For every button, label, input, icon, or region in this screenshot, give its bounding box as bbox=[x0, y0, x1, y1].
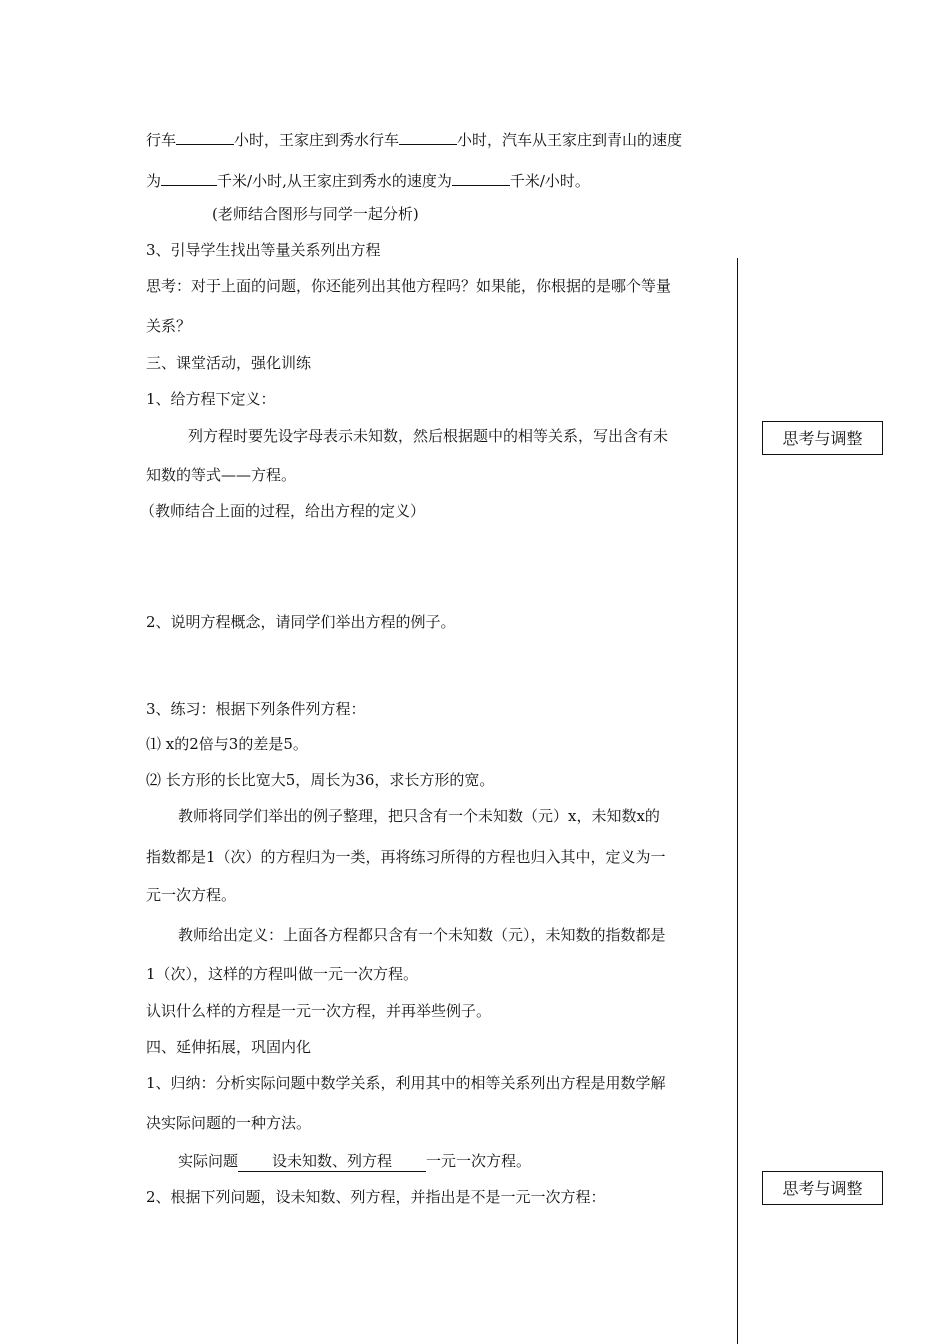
line-18: 元一次方程。 bbox=[146, 886, 237, 904]
answer-blank bbox=[161, 169, 217, 186]
underlined-step: 设未知数、列方程 bbox=[238, 1151, 426, 1172]
line-5: 思考：对于上面的问题，你还能列出其他方程吗？如果能，你根据的是哪个等量 bbox=[146, 277, 672, 295]
answer-blank bbox=[399, 128, 457, 145]
section-heading-4: 四、延伸拓展，巩固内化 bbox=[146, 1038, 312, 1056]
line-8: 1、给方程下定义： bbox=[146, 390, 276, 408]
line-6: 关系？ bbox=[146, 317, 192, 335]
line-26: 2、根据下列问题，设未知数、列方程，并指出是不是一元一次方程： bbox=[146, 1188, 606, 1206]
line-20: 1（次），这样的方程叫做一元一次方程。 bbox=[146, 965, 419, 983]
reflection-box: 思考与调整 bbox=[762, 421, 883, 455]
line-3: (老师结合图形与同学一起分析) bbox=[212, 205, 419, 223]
margin-divider bbox=[737, 258, 738, 1344]
line-25: 实际问题 设未知数、列方程 一元一次方程。 bbox=[178, 1152, 532, 1170]
line-17: 指数都是1（次）的方程归为一类，再将练习所得的方程也归入其中，定义为一 bbox=[146, 848, 666, 866]
line-24: 决实际问题的一种方法。 bbox=[146, 1114, 312, 1132]
line-9: 列方程时要先设字母表示未知数，然后根据题中的相等关系，写出含有未 bbox=[188, 427, 669, 445]
answer-blank bbox=[176, 128, 234, 145]
line-14: ⑴ x的2倍与3的差是5。 bbox=[146, 735, 308, 753]
line-15: ⑵ 长方形的长比宽大5，周长为36，求长方形的宽。 bbox=[146, 771, 495, 789]
line-4: 3、引导学生找出等量关系列出方程 bbox=[146, 241, 381, 259]
section-heading-3: 三、课堂活动，强化训练 bbox=[146, 354, 312, 372]
line-16: 教师将同学们举出的例子整理，把只含有一个未知数（元）x，未知数x的 bbox=[178, 807, 660, 825]
line-19: 教师给出定义：上面各方程都只含有一个未知数（元），未知数的指数都是 bbox=[178, 926, 666, 944]
line-11: （教师结合上面的过程，给出方程的定义） bbox=[140, 502, 426, 520]
reflection-box: 思考与调整 bbox=[762, 1171, 883, 1205]
line-12: 2、说明方程概念，请同学们举出方程的例子。 bbox=[146, 613, 456, 631]
line-21: 认识什么样的方程是一元一次方程，并再举些例子。 bbox=[146, 1002, 492, 1020]
line-10: 知数的等式——方程。 bbox=[146, 466, 297, 484]
answer-blank bbox=[452, 169, 510, 186]
line-23: 1、归纳：分析实际问题中数学关系，利用其中的相等关系列出方程是用数学解 bbox=[146, 1074, 666, 1092]
line-1: 行车 小时，王家庄到秀水行车 小时，汽车从王家庄到青山的速度 bbox=[146, 128, 682, 150]
line-13: 3、练习：根据下列条件列方程： bbox=[146, 700, 366, 718]
line-2: 为 千米/小时,从王家庄到秀水的速度为 千米/小时。 bbox=[146, 169, 590, 191]
